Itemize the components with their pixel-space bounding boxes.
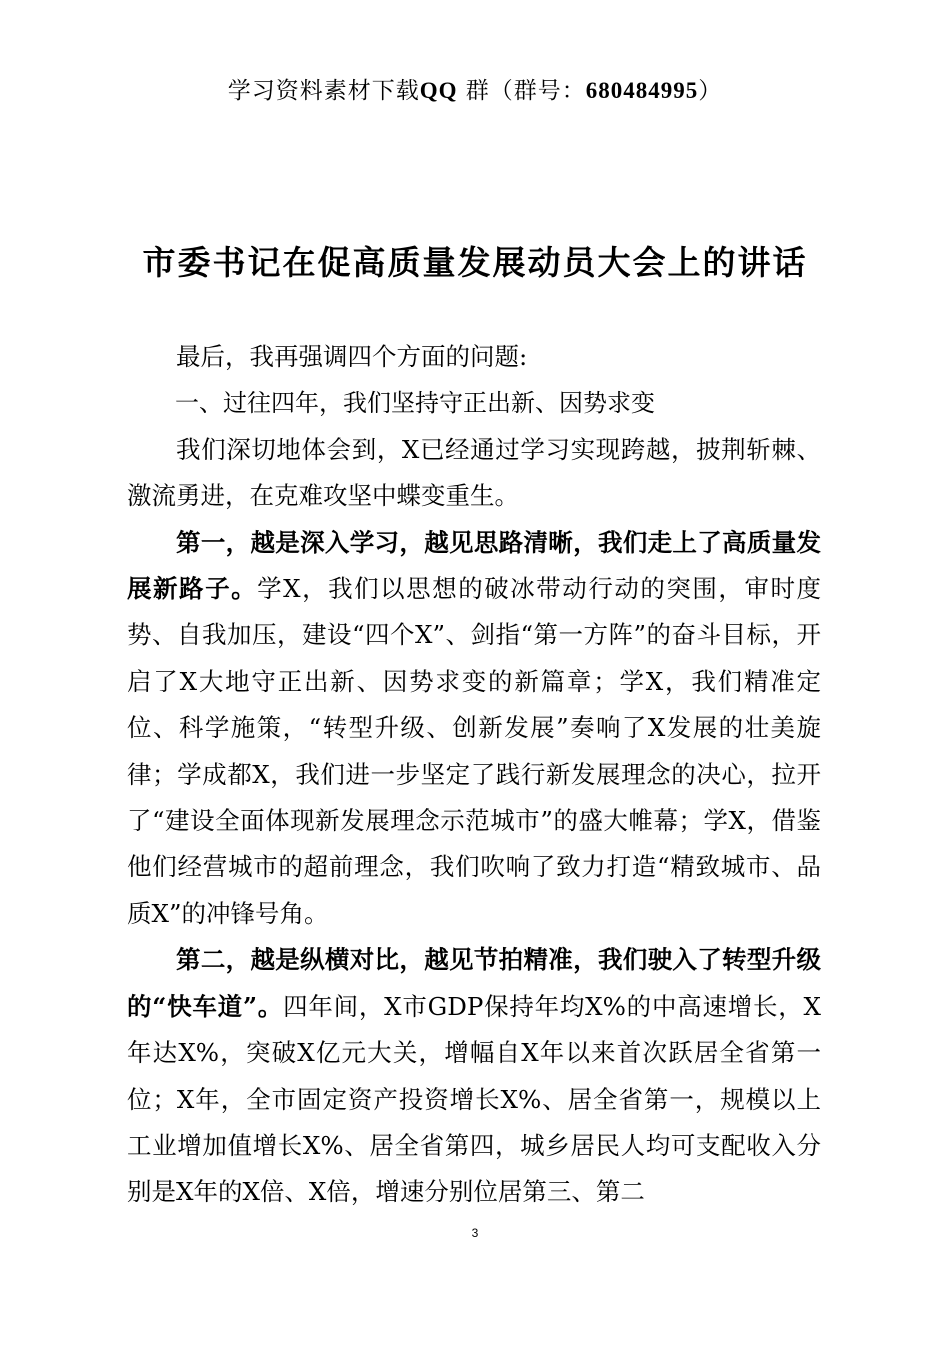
header-text-suffix: ）	[698, 78, 723, 104]
header-text-prefix: 学习资料素材下载	[227, 78, 420, 104]
paragraph-3-lead: 第二，越是纵横对比，越见节拍精准，我们驶入了转型升级的“快车道”。	[127, 945, 821, 1021]
page-header	[0, 74, 950, 108]
document-body	[127, 334, 821, 1216]
section-heading: 一、过往四年，我们坚持守正出新、因势求变	[175, 389, 655, 418]
paragraph-3-body: 四年间，X市GDP保持年均X%的中高速增长，X年达X%，突破X亿元大关，增幅自X年以来首次跃居全省第一位；X年，全市固定资产投资增长X%、居全省第一，规模以上工业增加值增长X%、居全省第四，城乡居民人均可支配收入分别是X年的X倍、X倍，增速分别位居第三、第二	[127, 991, 821, 1207]
header-qq: QQ	[419, 78, 458, 103]
document-title: 市委书记在促高质量发展动员大会上的讲话	[142, 243, 808, 282]
page-number: 3	[471, 1226, 479, 1240]
paragraph-2-lead: 第一，越是深入学习，越见思路清晰，我们走上了高质量发展新路子。	[127, 527, 821, 604]
paragraph-2-body: 学X，我们以思想的破冰带动行动的突围，审时度势、自我加压，建设“四个X”、剑指“第一方阵”的奋斗目标，开启了X大地守正出新、因势求变的新篇章；学X，我们精准定位、科学施策，“转型升级、创新发展”奏响了X发展的壮美旋律；学成都X，我们进一步坚定了践行新发展理念的决心，拉开了“建设全面体现新发展理念示范城市”的盛大帷幕；学X，借鉴他们经营城市的超前理念，我们吹响了致力打造“精致城市、品质X”的冲锋号角。	[127, 574, 821, 928]
paragraph-3	[127, 937, 821, 1215]
header-group-number: 680484995	[585, 78, 699, 103]
paragraph-1: 我们深切地体会到，X已经通过学习实现跨越，披荆斩棘、激流勇进，在克难攻坚中蝶变重生。	[127, 434, 821, 511]
paragraph-2	[127, 520, 821, 938]
intro-paragraph: 最后，我再强调四个方面的问题:	[176, 342, 528, 371]
header-text-mid: 群（群号：	[457, 78, 586, 104]
